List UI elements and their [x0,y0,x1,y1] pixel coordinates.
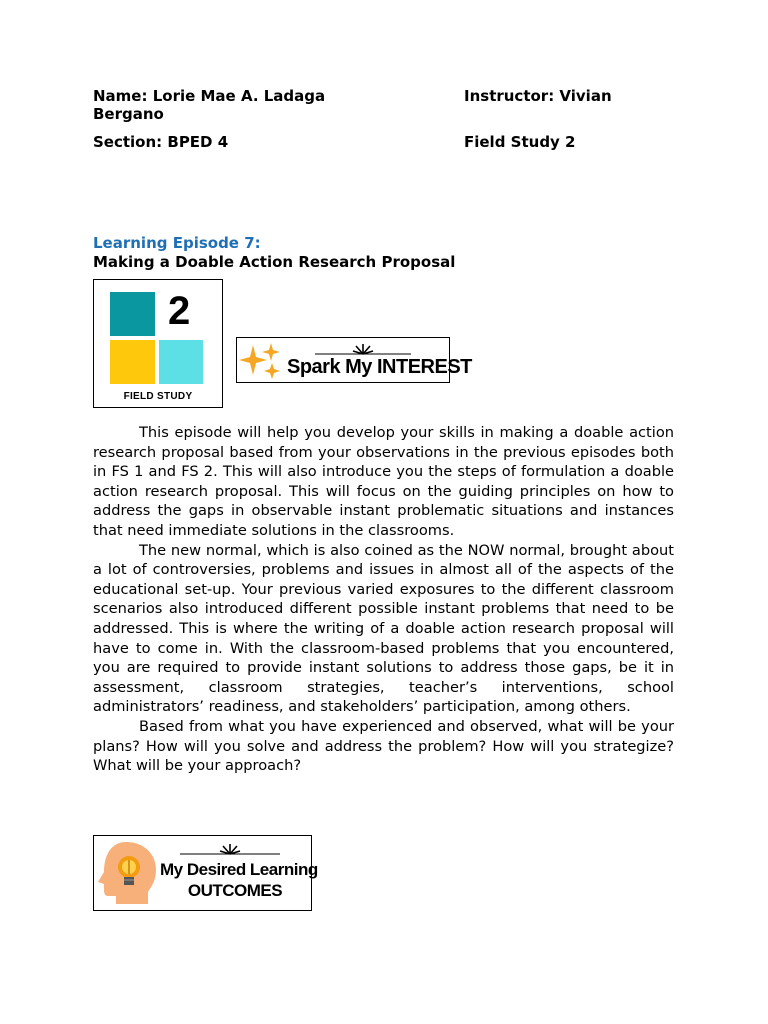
logo-yellow-square [110,340,155,384]
burst-divider-icon [315,342,411,356]
logo-cyan-square [159,340,203,384]
spark-my-interest-banner [236,337,472,383]
paragraph-3: Based from what you have experienced and observed, what will be your plans? How will you solve and address the problem? How will you strategize? What will be your approach? [93,717,674,775]
spark-text-a: Spark My [287,356,377,378]
episode-title: Learning Episode 7: [93,234,261,252]
logo-teal-square [110,292,155,336]
field-study-logo [93,279,223,408]
logo-number: 2 [168,289,190,333]
spark-banner-text [287,355,472,379]
burst-divider-icon-2 [180,842,280,856]
sparkle-icon [239,341,285,381]
spark-text-b: INTEREST [376,356,472,378]
body-text [93,423,674,776]
head-lightbulb-icon [96,840,158,906]
desired-learning-outcomes-banner [93,835,318,911]
outcomes-line-1: My Desired Learning [160,860,318,879]
episode-subtitle: Making a Doable Action Research Proposal [93,253,456,271]
outcomes-line-2: OUTCOMES [187,881,283,900]
section-label: Section: BPED 4 [93,133,229,151]
student-name: Name: Lorie Mae A. Ladaga [93,87,326,105]
logo-caption: FIELD STUDY [123,391,193,402]
paragraph-2: The new normal, which is also coined as the NOW normal, brought about a lot of controversies, problems and issues in almost all of the aspects of the educational set-up. Your previous varied exposures to the different classroom scenarios also introduced different possible instant problems that need to be addressed. This is where the writing of a doable action research proposal will have to come in. With the classroom-based problems that you encountered, you are required to provide instant solutions to address those gaps, be it in assessment, classroom strategies, teacher’s interventions, school administrators’ readiness, and stakeholders’ participation, among others. [93,541,674,716]
instructor-label: Instructor: Vivian [464,87,612,105]
instructor-name-cont: Bergano [93,105,164,123]
paragraph-1: This episode will help you develop your skills in making a doable action research proposal based from your observations in the previous episodes both in FS 1 and FS 2. This will also introduce you the steps of formulation a doable action research proposal. This will focus on the guiding principles on how to address the gaps in observable instant problematic situations and instances that need immediate solutions in the classrooms. [93,424,674,539]
course-label: Field Study 2 [464,133,576,151]
